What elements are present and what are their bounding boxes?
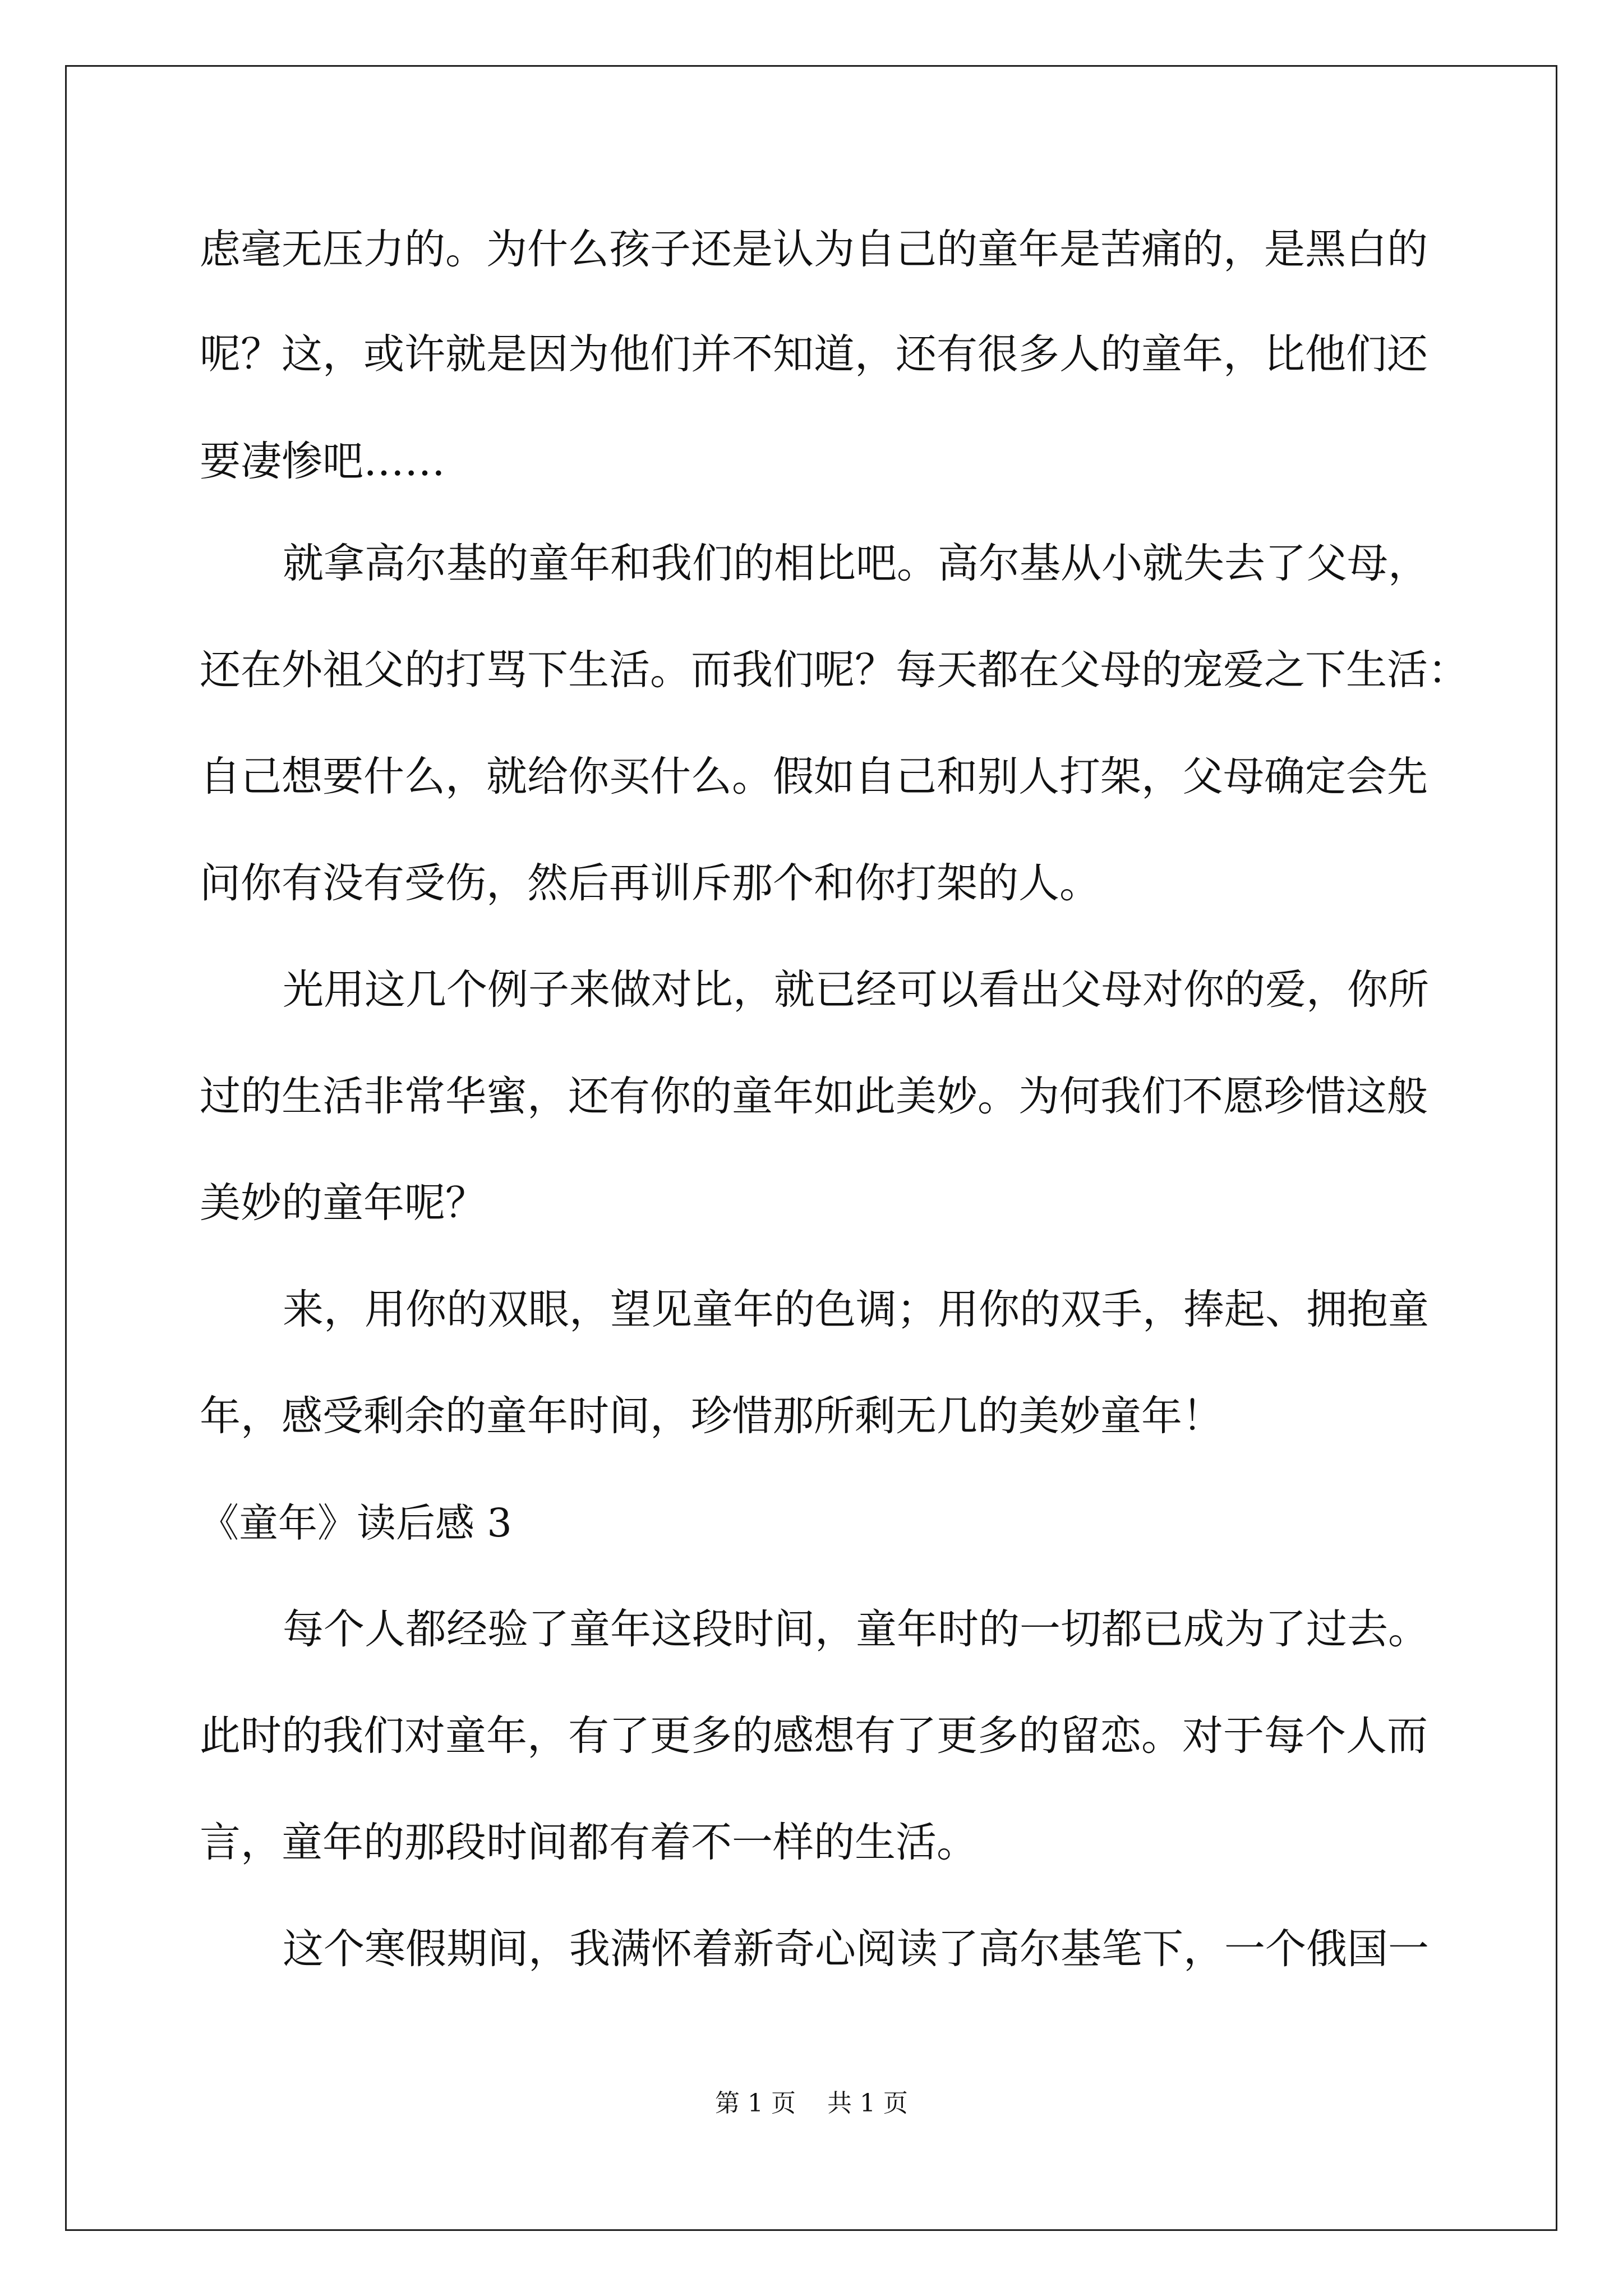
section-title: 《童年》读后感 3 (200, 1500, 512, 1546)
text-line: 此时的我们对童年，有了更多的感想有了更多的留恋。对于每个人而 (200, 1712, 1428, 1760)
text-line: 问你有没有受伤，然后再训斥那个和你打架的人。 (200, 859, 1100, 907)
paragraph-first-line: 光用这几个例子来做对比，就已经可以看出父母对你的爱，你所 (283, 966, 1429, 1014)
text-line: 自己想要什么，就给你买什么。假如自己和别人打架，父母确定会先 (200, 753, 1428, 800)
text-line: 要凄惨吧…… (200, 438, 445, 485)
document-body (200, 0, 1469, 2296)
text-line: 年，感受剩余的童年时间，珍惜那所剩无几的美妙童年！ (200, 1392, 1223, 1440)
text-line: 美妙的童年呢？ (200, 1179, 486, 1227)
paragraph-first-line: 就拿高尔基的童年和我们的相比吧。高尔基从小就失去了父母， (283, 540, 1429, 587)
page-number-footer: 第 1 页 共 1 页 (715, 2089, 908, 2118)
paragraph-first-line: 这个寒假期间，我满怀着新奇心阅读了高尔基笔下，一个俄国一 (283, 1925, 1429, 1973)
text-line: 虑毫无压力的。为什么孩子还是认为自己的童年是苦痛的，是黑白的 (200, 226, 1428, 273)
text-line: 过的生活非常华蜜，还有你的童年如此美妙。为何我们不愿珍惜这般 (200, 1073, 1428, 1120)
paragraph-first-line: 每个人都经验了童年这段时间，童年时的一切都已成为了过去。 (283, 1605, 1429, 1653)
text-line: 言，童年的那段时间都有着不一样的生活。 (200, 1819, 978, 1866)
text-line: 呢？这，或许就是因为他们并不知道，还有很多人的童年，比他们还 (200, 330, 1428, 378)
paragraph-first-line: 来，用你的双眼，望见童年的色调；用你的双手，捧起、拥抱童 (283, 1286, 1429, 1333)
text-line: 还在外祖父的打骂下生活。而我们呢？每天都在父母的宠爱之下生活： (200, 646, 1469, 694)
